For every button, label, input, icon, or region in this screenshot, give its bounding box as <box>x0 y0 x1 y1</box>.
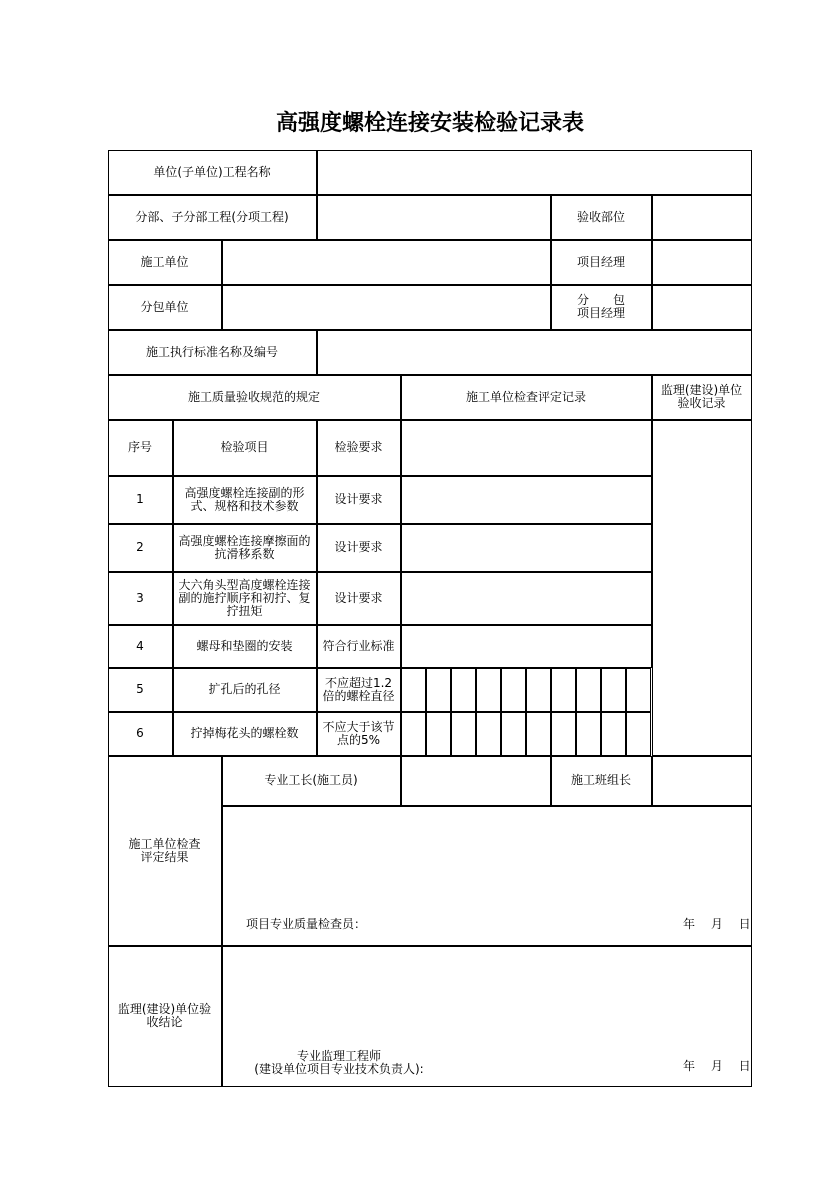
item-name: 高强度螺栓连接摩擦面的抗滑移系数 <box>173 524 317 572</box>
item-requirement: 设计要求 <box>317 524 401 572</box>
item-record-field[interactable] <box>401 625 652 668</box>
acceptance-part-label: 验收部位 <box>551 195 652 240</box>
conclusion-date-label: 年 月 日 <box>683 1059 751 1073</box>
construction-unit-label: 施工单位 <box>108 240 222 285</box>
item-record-field[interactable] <box>401 524 652 572</box>
item-record-subcell[interactable] <box>451 712 476 756</box>
item-no: 5 <box>108 668 173 712</box>
item-record-field[interactable] <box>401 476 652 524</box>
subcontract-unit-field[interactable] <box>222 285 551 330</box>
item-record-subcell[interactable] <box>476 668 501 712</box>
item-record-subcell[interactable] <box>426 668 451 712</box>
item-no: 6 <box>108 712 173 756</box>
item-no: 3 <box>108 572 173 625</box>
standard-label: 施工执行标准名称及编号 <box>108 330 317 375</box>
item-record-subcell[interactable] <box>401 668 426 712</box>
project-name-label: 单位(子单位)工程名称 <box>108 150 317 195</box>
item-name: 螺母和垫圈的安装 <box>173 625 317 668</box>
item-record-subcell[interactable] <box>526 712 551 756</box>
project-manager-field[interactable] <box>652 240 752 285</box>
no-header: 序号 <box>108 420 173 476</box>
item-requirement: 设计要求 <box>317 572 401 625</box>
standard-field[interactable] <box>317 330 752 375</box>
item-no: 2 <box>108 524 173 572</box>
record-header: 施工单位检查评定记录 <box>401 375 652 420</box>
result-date-label: 年 月 日 <box>683 917 751 931</box>
item-record-subcell[interactable] <box>601 668 626 712</box>
engineer-label <box>242 1050 436 1076</box>
subproject-field[interactable] <box>317 195 551 240</box>
item-record-subcell[interactable] <box>626 668 651 712</box>
item-header: 检验项目 <box>173 420 317 476</box>
record-cell[interactable] <box>401 420 652 476</box>
project-manager-label: 项目经理 <box>551 240 652 285</box>
project-name-field[interactable] <box>317 150 752 195</box>
item-record-subcell[interactable] <box>526 668 551 712</box>
subcontract-manager-field[interactable] <box>652 285 752 330</box>
item-record-subcell[interactable] <box>551 668 576 712</box>
subcontract-manager-label <box>551 285 652 330</box>
item-record-subcell[interactable] <box>501 668 526 712</box>
spec-header: 施工质量验收规范的规定 <box>108 375 401 420</box>
result-label <box>108 756 222 946</box>
requirement-header: 检验要求 <box>317 420 401 476</box>
supervisor-header-line1: 监理(建设)单位 <box>660 383 743 397</box>
item-no: 4 <box>108 625 173 668</box>
item-name: 扩孔后的孔径 <box>173 668 317 712</box>
subcontract-unit-label: 分包单位 <box>108 285 222 330</box>
supervisor-record-field[interactable] <box>652 420 752 756</box>
subcontract-manager-label-line1: 分 包 <box>576 293 625 307</box>
acceptance-part-field[interactable] <box>652 195 752 240</box>
foreman-label: 专业工长(施工员) <box>222 756 401 806</box>
item-no: 1 <box>108 476 173 524</box>
item-record-subcell[interactable] <box>451 668 476 712</box>
item-name: 大六角头型高度螺栓连接副的施拧顺序和初拧、复拧扭矩 <box>173 572 317 625</box>
item-name: 拧掉梅花头的螺栓数 <box>173 712 317 756</box>
engineer-label-line1: 专业监理工程师 <box>296 1049 381 1063</box>
item-record-subcell[interactable] <box>601 712 626 756</box>
inspector-label: 项目专业质量检查员： <box>246 917 367 931</box>
item-requirement: 设计要求 <box>317 476 401 524</box>
team-leader-label: 施工班组长 <box>551 756 652 806</box>
item-record-field[interactable] <box>401 572 652 625</box>
subcontract-manager-label-line2: 项目经理 <box>576 306 625 320</box>
subproject-label: 分部、子分部工程(分项工程) <box>108 195 317 240</box>
team-leader-field[interactable] <box>652 756 752 806</box>
item-record-subcell[interactable] <box>626 712 651 756</box>
supervisor-header-line2: 验收记录 <box>677 396 726 410</box>
foreman-field[interactable] <box>401 756 551 806</box>
item-name: 高强度螺栓连接副的形式、规格和技术参数 <box>173 476 317 524</box>
conclusion-label <box>108 946 222 1087</box>
form-title: 高强度螺栓连接安装检验记录表 <box>275 110 584 136</box>
conclusion-label-text: 监理(建设)单位验收结论 <box>117 1002 212 1029</box>
item-record-subcell[interactable] <box>501 712 526 756</box>
item-record-subcell[interactable] <box>426 712 451 756</box>
engineer-label-line2: (建设单位项目专业技术负责人): <box>254 1062 424 1076</box>
item-record-subcell[interactable] <box>576 712 601 756</box>
construction-unit-field[interactable] <box>222 240 551 285</box>
item-record-subcell[interactable] <box>551 712 576 756</box>
item-requirement: 不应超过1.2倍的螺栓直径 <box>317 668 401 712</box>
supervisor-header <box>652 375 752 420</box>
item-requirement: 不应大于该节点的5% <box>317 712 401 756</box>
result-label-text: 施工单位检查评定结果 <box>128 836 201 864</box>
item-record-subcell[interactable] <box>576 668 601 712</box>
item-record-subcell[interactable] <box>401 712 426 756</box>
item-record-subcell[interactable] <box>476 712 501 756</box>
item-requirement: 符合行业标准 <box>317 625 401 668</box>
